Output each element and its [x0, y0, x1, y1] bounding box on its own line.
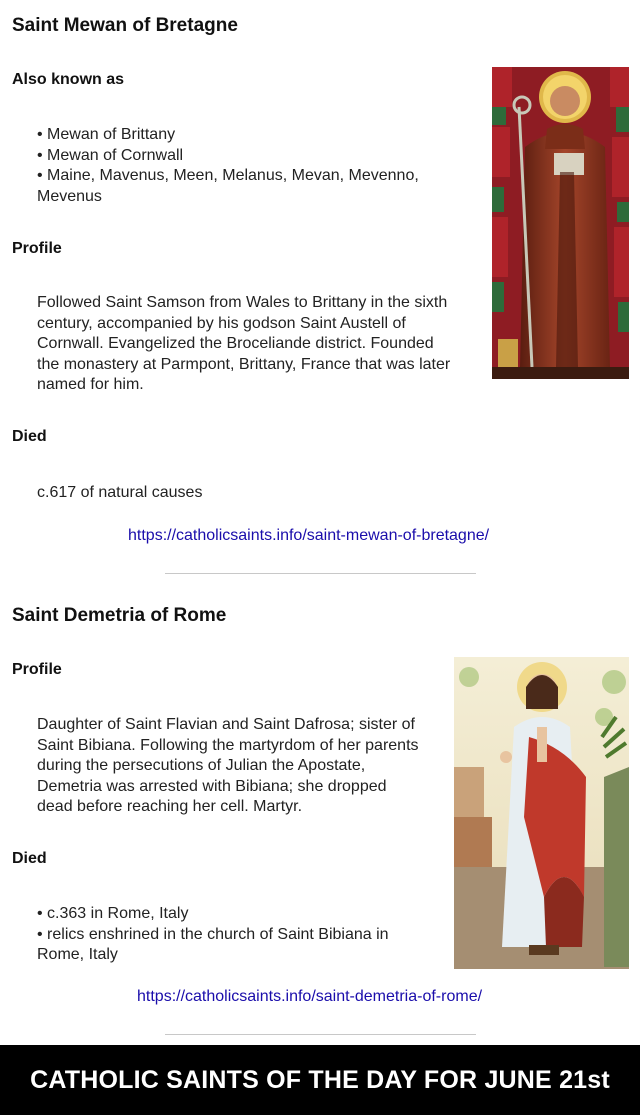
- profile-line: dead before reaching her cell. Martyr.: [37, 798, 303, 815]
- profile-line: Saint Bibiana. Following the martyrdom of her parents: [37, 736, 419, 754]
- died-heading: Died: [12, 850, 47, 867]
- saint-link[interactable]: https://catholicsaints.info/saint-mewan-of-bretagne/: [128, 527, 490, 544]
- profile-line: Daughter of Saint Flavian and Saint Dafrosa; sister of: [37, 716, 415, 733]
- profile-text: [37, 293, 450, 396]
- profile-line: Followed Saint Samson from Wales to Brittany in the sixth: [37, 294, 448, 311]
- profile-line: Cornwall. Evangelized the Broceliande district. Founded: [37, 335, 434, 352]
- profile-line: Demetria was arrested with Bibiana; she dropped: [37, 777, 387, 795]
- divider: [165, 573, 476, 574]
- list-item: • c.363 in Rome, Italy: [37, 905, 189, 922]
- saint-title: Saint Mewan of Bretagne: [12, 15, 238, 36]
- list-item: Mevenus: [37, 187, 102, 205]
- list-item: • Mewan of Brittany: [37, 126, 176, 143]
- profile-text: [37, 715, 419, 818]
- list-item: Rome, Italy: [37, 946, 118, 963]
- profile-line: century, accompanied by his godson Saint Austell of: [37, 314, 406, 332]
- profile-line: the monastery at Parmpont, Brittany, France that was later: [37, 355, 451, 373]
- profile-heading: Profile: [12, 240, 62, 257]
- died-heading: Died: [12, 428, 47, 445]
- saint-portrait-image: [454, 657, 629, 969]
- profile-line: during the persecutions of Julian the Apostate,: [37, 757, 366, 774]
- footer-caption: CATHOLIC SAINTS OF THE DAY FOR JUNE 21st: [30, 1066, 610, 1094]
- saint-entry-demetria: [0, 590, 640, 1045]
- divider: [165, 1034, 476, 1035]
- saint-portrait-image: [492, 67, 629, 379]
- profile-line: named for him.: [37, 376, 144, 393]
- saint-title: Saint Demetria of Rome: [12, 605, 227, 626]
- list-item: • Maine, Mavenus, Meen, Melanus, Mevan, Mevenno,: [37, 167, 419, 184]
- list-item: • Mewan of Cornwall: [37, 146, 184, 164]
- also-known-as-list: [37, 125, 419, 207]
- also-known-as-heading: Also known as: [12, 71, 125, 88]
- profile-heading: Profile: [12, 661, 62, 678]
- footer-banner: [0, 1045, 640, 1115]
- list-item: • relics enshrined in the church of Saint Bibiana in: [37, 925, 389, 943]
- died-line: c.617 of natural causes: [37, 484, 203, 501]
- died-list: [37, 904, 389, 966]
- died-text: [37, 483, 202, 504]
- saint-link[interactable]: https://catholicsaints.info/saint-demetria-of-rome/: [137, 988, 483, 1005]
